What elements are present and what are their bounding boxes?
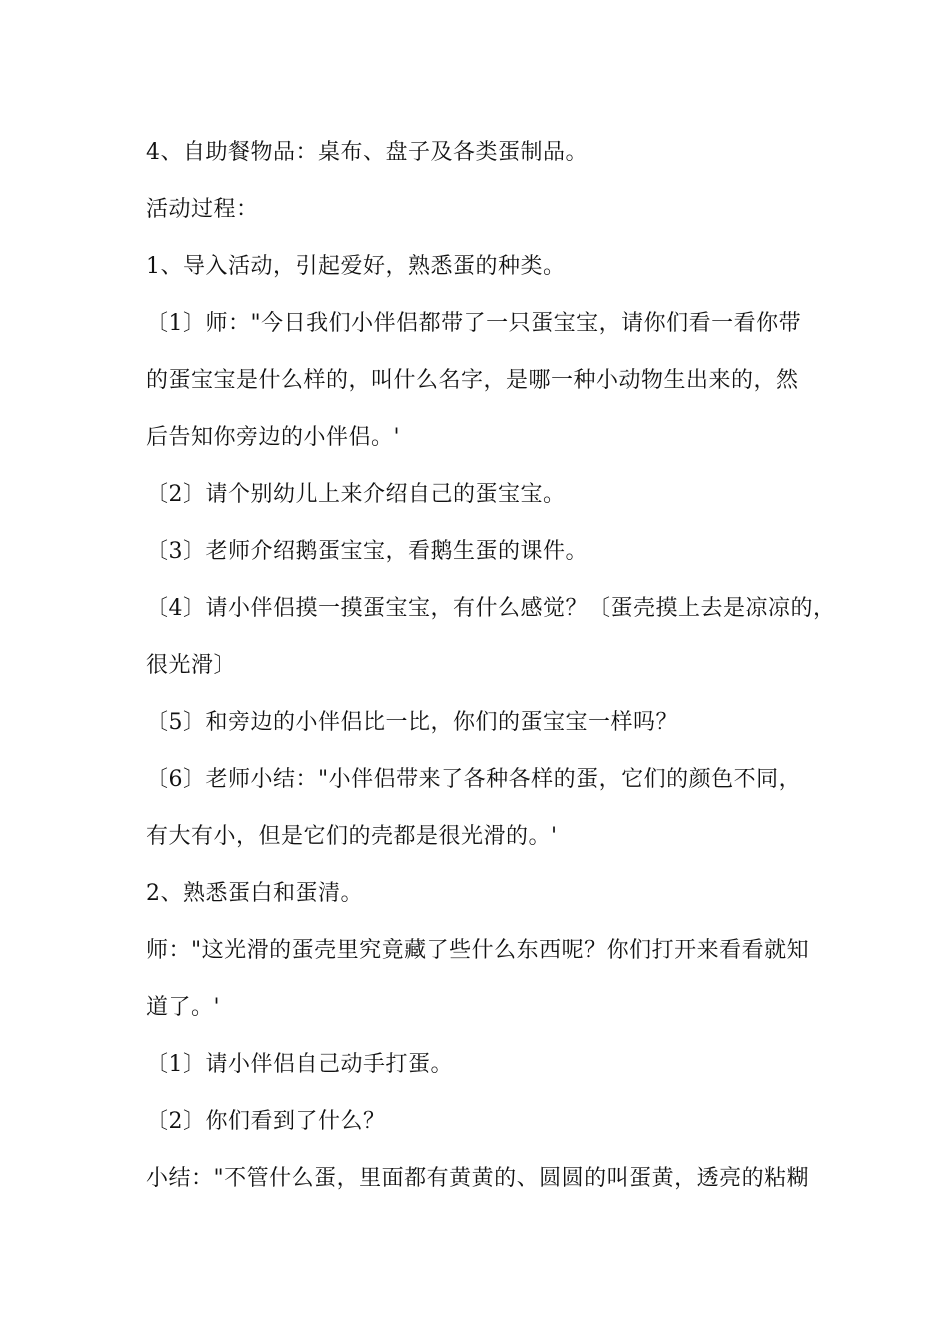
document-body [146,133,836,1216]
step-heading: 2、熟悉蛋白和蛋清。 [146,881,363,906]
text-line: 4、自助餐物品：桌布、盘子及各类蛋制品。 [146,140,588,165]
section-heading: 活动过程： [146,197,259,222]
text-line: 道了。' [146,995,221,1020]
text-line: 很光滑〕 [146,653,237,678]
text-line: 的蛋宝宝是什么样的，叫什么名字，是哪一种小动物生出来的，然 [146,368,799,393]
text-line: 〔4〕请小伴侣摸一摸蛋宝宝，有什么感觉？〔蛋壳摸上去是凉凉的， [146,596,836,621]
text-line: 后告知你旁边的小伴侣。' [146,425,401,450]
text-line: 〔6〕老师小结："小伴侣带来了各种各样的蛋，它们的颜色不同， [146,767,802,792]
text-line: 小结："不管什么蛋，里面都有黄黄的、圆圆的叫蛋黄，透亮的粘糊 [146,1166,810,1191]
text-line: 〔2〕请个别幼儿上来介绍自己的蛋宝宝。 [146,482,566,507]
text-line: 〔5〕和旁边的小伴侣比一比，你们的蛋宝宝一样吗？ [146,710,678,735]
text-line: 〔2〕你们看到了什么？ [146,1109,386,1134]
text-line: 〔1〕师："今日我们小伴侣都带了一只蛋宝宝，请你们看一看你带 [146,311,802,336]
text-line: 有大有小，但是它们的壳都是很光滑的。' [146,824,558,849]
text-line: 〔1〕请小伴侣自己动手打蛋。 [146,1052,453,1077]
text-line: 〔3〕老师介绍鹅蛋宝宝，看鹅生蛋的课件。 [146,539,588,564]
text-line: 师："这光滑的蛋壳里究竟藏了些什么东西呢？你们打开来看看就知 [146,938,810,963]
step-heading: 1、导入活动，引起爱好，熟悉蛋的种类。 [146,254,566,279]
